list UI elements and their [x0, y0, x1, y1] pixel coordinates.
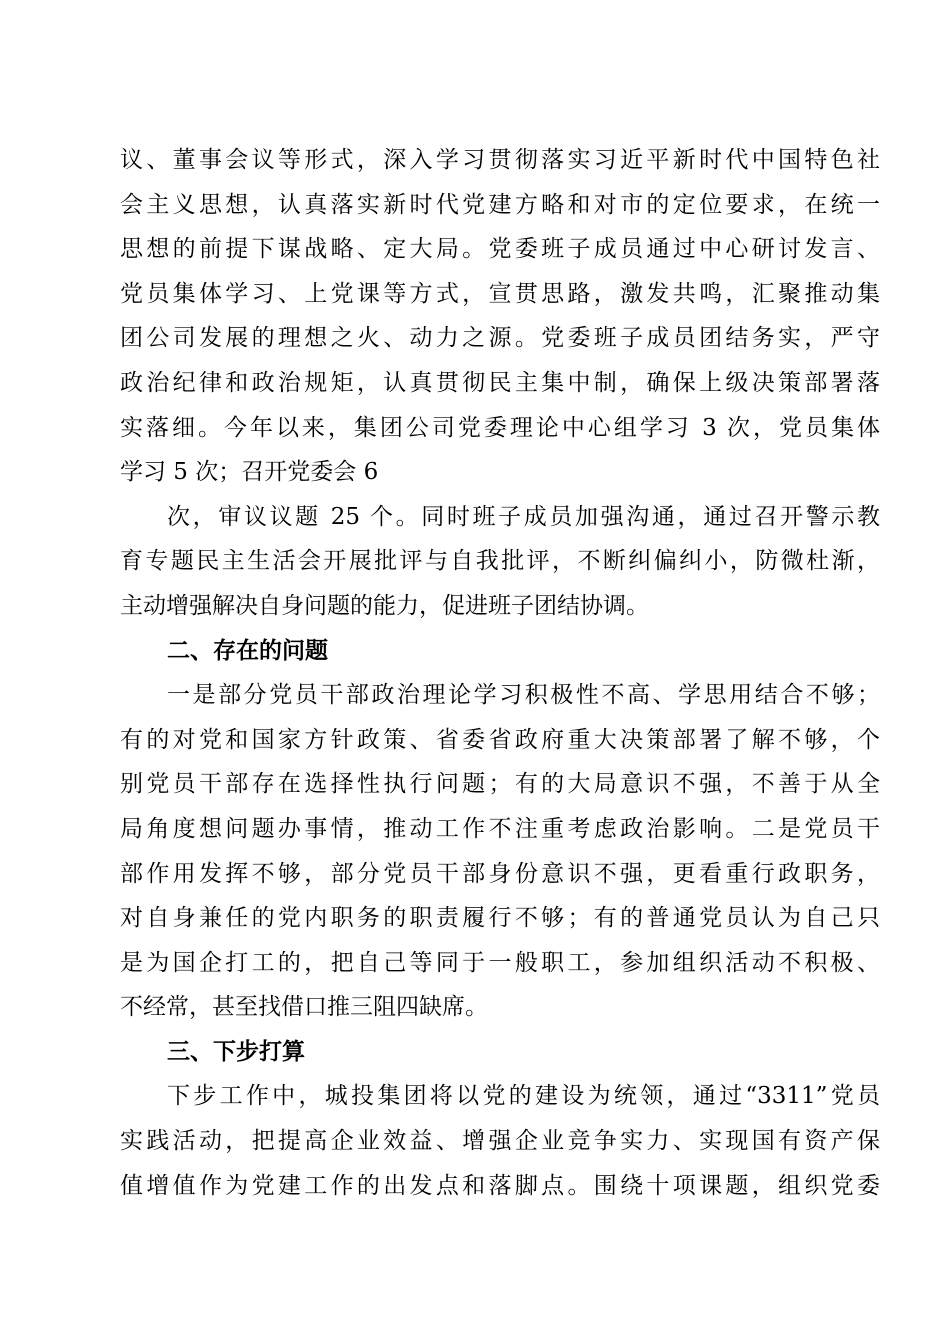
text-line: 是为国企打工的，把自己等同于一般职工，参加组织活动不积极、 [120, 949, 880, 976]
section-heading-next-steps: 三、下步打算 [167, 1038, 305, 1065]
text-line: 下步工作中，城投集团将以党的建设为统领，通过“3311”党员 [167, 1083, 880, 1110]
text-line: 思想的前提下谋战略、定大局。党委班子成员通过中心研讨发言、 [120, 236, 880, 263]
text-line: 次，审议议题 25 个。同时班子成员加强沟通，通过召开警示教 [167, 503, 880, 530]
text-line: 主动增强解决自身问题的能力，促进班子团结协调。 [120, 592, 649, 619]
text-line: 一是部分党员干部政治理论学习积极性不高、学思用结合不够； [167, 682, 880, 709]
text-line: 别党员干部存在选择性执行问题；有的大局意识不强，不善于从全 [120, 771, 880, 798]
text-line: 会主义思想，认真落实新时代党建方略和对市的定位要求，在统一 [120, 191, 880, 218]
section-heading-problems: 二、存在的问题 [167, 637, 328, 664]
text-line: 党员集体学习、上党课等方式，宣贯思路，激发共鸣，汇聚推动集 [120, 280, 880, 307]
text-line: 对自身兼任的党内职务的职责履行不够；有的普通党员认为自己只 [120, 905, 880, 932]
text-line: 不经常，甚至找借口推三阻四缺席。 [120, 994, 488, 1021]
text-line: 团公司发展的理想之火、动力之源。党委班子成员团结务实，严守 [120, 325, 880, 352]
text-line: 部作用发挥不够，部分党员干部身份意识不强，更看重行政职务， [120, 860, 880, 887]
text-line: 实落细。今年以来，集团公司党委理论中心组学习 3 次，党员集体 [120, 414, 880, 441]
text-line: 值增值作为党建工作的出发点和落脚点。围绕十项课题，组织党委 [120, 1172, 880, 1199]
document-page [120, 138, 880, 1208]
text-line: 有的对党和国家方针政策、省委省政府重大决策部署了解不够，个 [120, 726, 880, 753]
text-line: 学习 5 次；召开党委会 6 [120, 459, 379, 486]
text-line: 局角度想问题办事情，推动工作不注重考虑政治影响。二是党员干 [120, 815, 880, 842]
text-line: 实践活动，把提高企业效益、增强企业竞争实力、实现国有资产保 [120, 1128, 880, 1155]
paragraph-problems [120, 673, 880, 1030]
text-line: 育专题民主生活会开展批评与自我批评，不断纠偏纠小，防微杜渐， [120, 548, 880, 575]
text-line: 政治纪律和政治规矩，认真贯彻民主集中制，确保上级决策部署落 [120, 369, 880, 396]
paragraph-meetings [120, 495, 880, 629]
paragraph-party-study [120, 138, 880, 495]
text-line: 议、董事会议等形式，深入学习贯彻落实习近平新时代中国特色社 [120, 147, 880, 173]
paragraph-next-steps [120, 1074, 880, 1208]
